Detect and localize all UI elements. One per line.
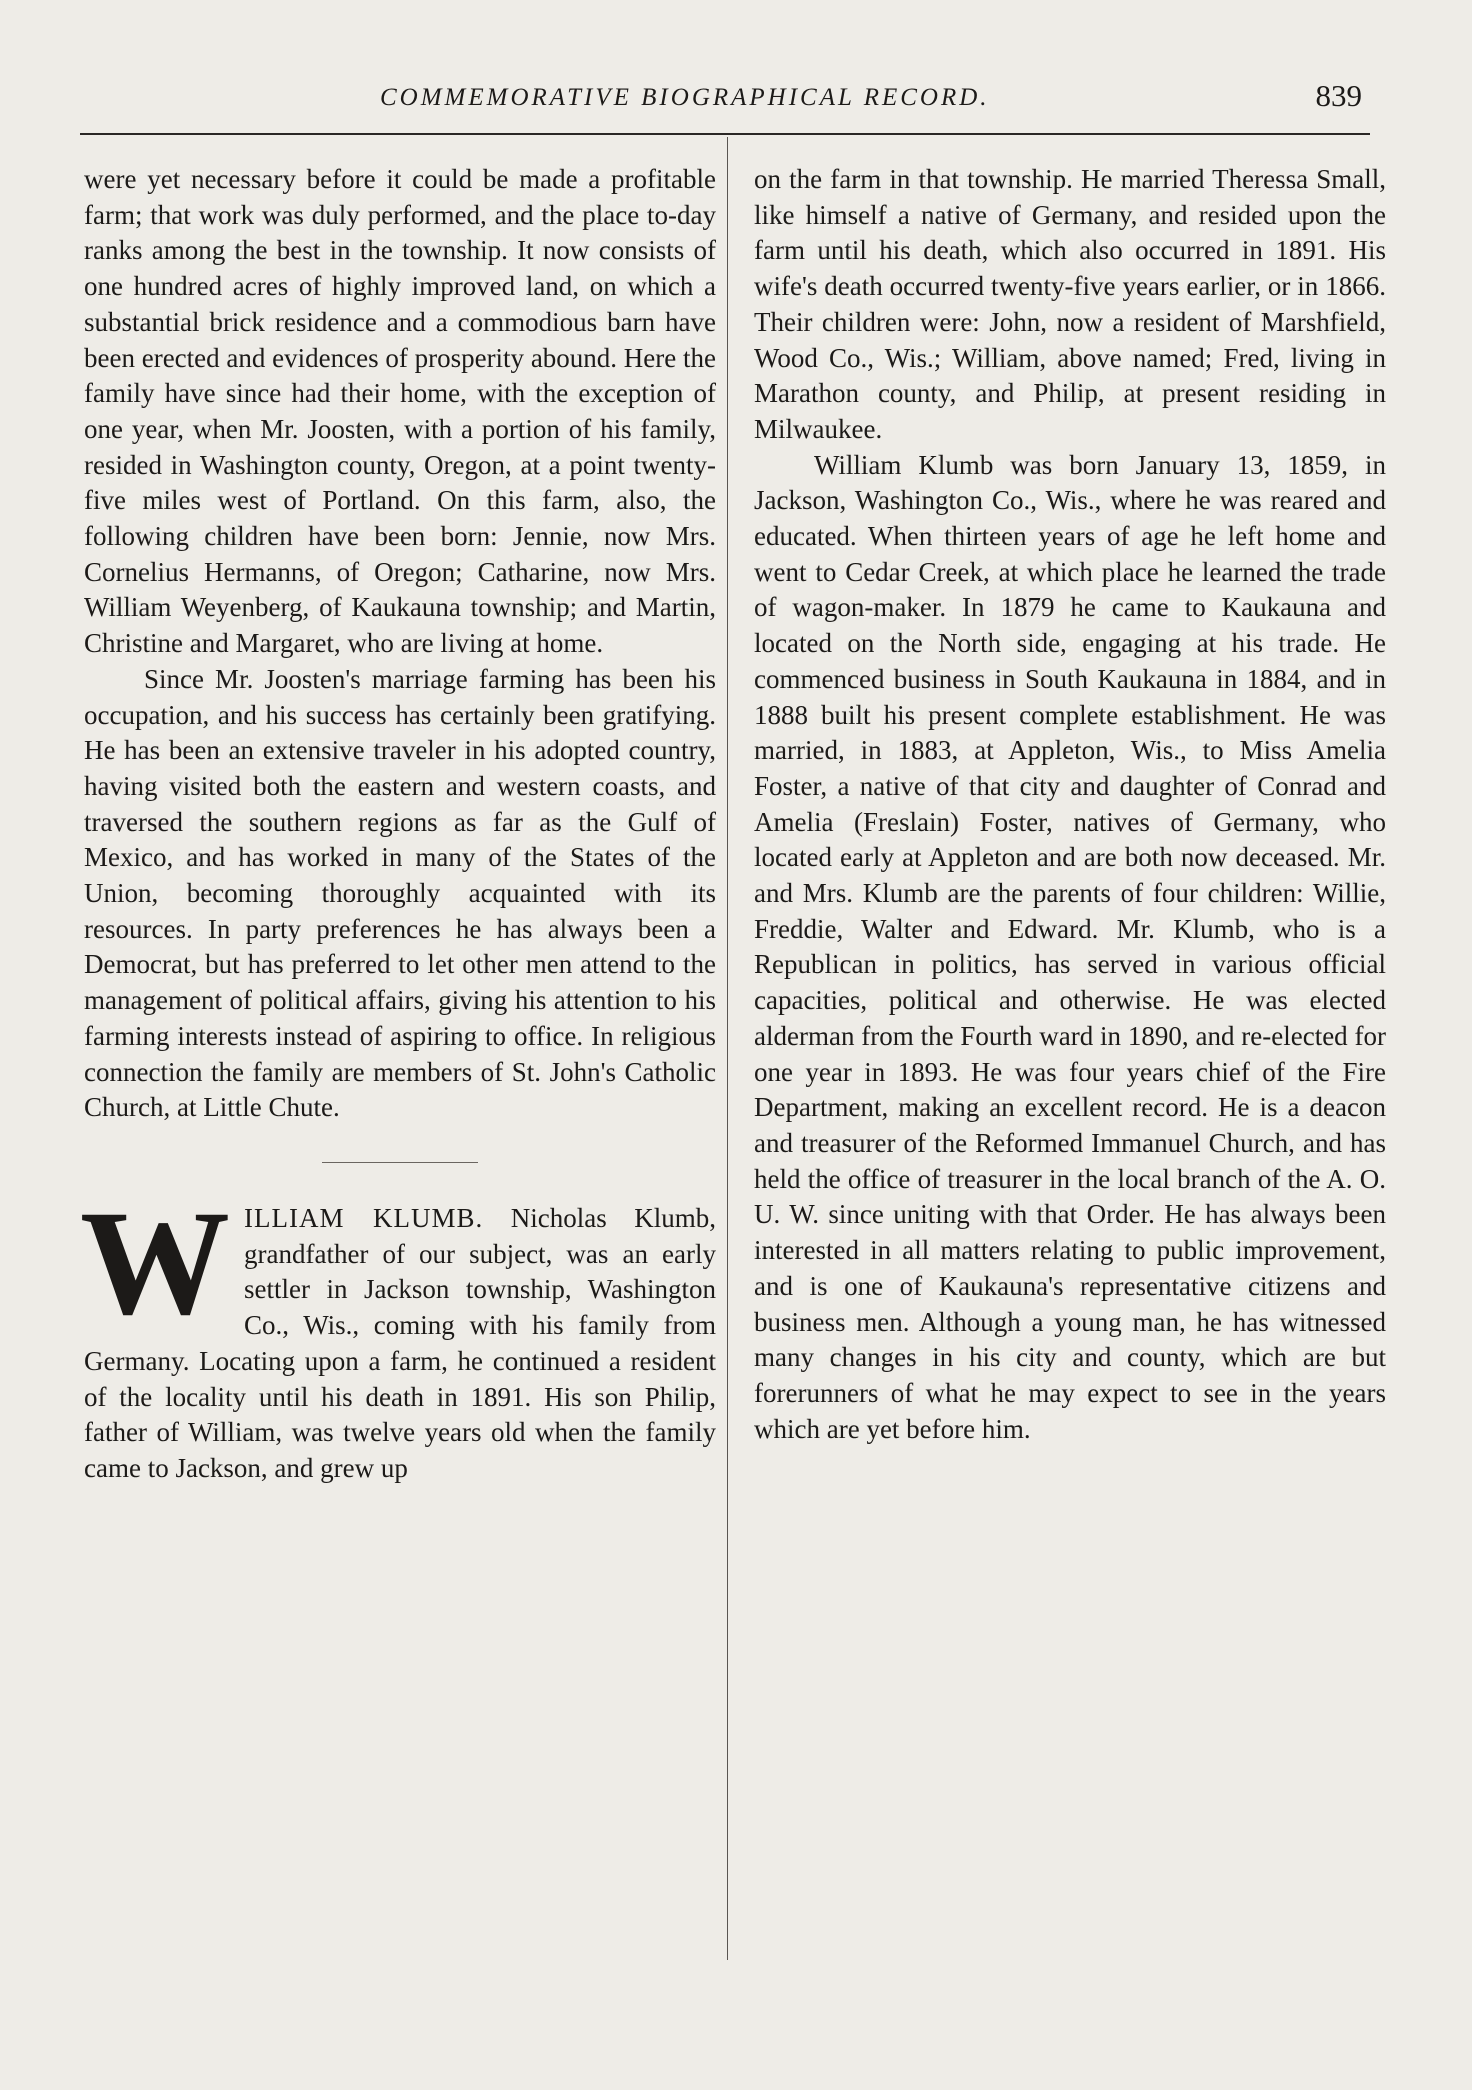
subject-name: ILLIAM KLUMB. bbox=[244, 1202, 484, 1233]
paragraph-klumb-intro bbox=[80, 1179, 717, 1487]
section-divider bbox=[322, 1162, 478, 1163]
paragraph-william-klumb-bio: William Klumb was born January 13, 1859, in Jackson, Washington Co., Wis., where he was reared and educated. When thirteen years of age he left home and went to Cedar Creek, at which place he learned the trade of wagon-maker. In 1879 he came to Kaukauna and located on the North side, engaging at his trade. He commenced business in South Kaukauna in 1884, and in 1888 built his present complete establishment. He was married, in 1883, at Appleton, Wis., to Miss Amelia Foster, a native of that city and daughter of Conrad and Amelia (Freslain) Foster, natives of Germany, who located early at Appleton and are both now deceased. Mr. and Mrs. Klumb are the parents of four children: Willie, Freddie, Walter and Edward. Mr. Klumb, who is a Republican in politics, has served in various official capacities, political and otherwise. He was elected alderman from the Fourth ward in 1890, and re-elected for one year in 1893. He was four years chief of the Fire Department, making an excellent record. He is a deacon and treasurer of the Reformed Immanuel Church, and has held the office of treasurer in the local branch of the A. O. U. W. since uniting with that Order. He has always been interested in all matters relating to public improvement, and is one of Kaukauna's representative citizens and business men. Although a young man, he has witnessed many changes in his city and county, which are but forerunners of what he may expect to see in the years which are yet before him. bbox=[754, 449, 1386, 1444]
page-header bbox=[80, 78, 1370, 130]
running-title: COMMEMORATIVE BIOGRAPHICAL RECORD. bbox=[380, 84, 990, 111]
dropcap-initial: W bbox=[80, 1179, 230, 1346]
header-rule bbox=[80, 133, 1370, 135]
page-number: 839 bbox=[1315, 78, 1362, 113]
paragraph-joosten-farm: were yet necessary before it could be made a profitable farm; that work was duly performed, and the place to-day ranks among the best in the township. It now consists of one hundred acres of highly improved land, on which a substantial brick residence and a commodious barn have been erected and evidences of prosperity abound. Here the family have since had their home, with the exception of one year, when Mr. Joosten, with a portion of his family, resided in Washington county, Oregon, at a point twenty-five miles west of Portland. On this farm, also, the following children have been born: Jennie, now Mrs. Cornelius Hermanns, of Oregon; Catharine, now Mrs. William Weyenberg, of Kaukauna township; and Martin, Christine and Margaret, who are living at home. bbox=[84, 164, 716, 659]
paragraph-klumb-ancestry: Nicholas Klumb, grandfather of our subject, was an early settler in Jackson township, Washington Co., Wis., coming with his family from Germany. Locating upon a farm, he continued a resident of the locality until his death in 1891. His son Philip, father of William, was twelve years old when the family came to Jackson, and grew up bbox=[84, 1202, 717, 1483]
left-column bbox=[80, 162, 717, 1487]
column-divider bbox=[727, 137, 728, 1960]
paragraph-klumb-family: on the farm in that township. He married Theressa Small, like himself a native of Germany, and resided upon the farm until his death, which also occurred in 1891. His wife's death occurred twenty-five years earlier, or in 1866. Their children were: John, now a resident of Marshfield, Wood Co., Wis.; William, above named; Fred, living in Marathon county, and Philip, at present residing in Milwaukee. bbox=[754, 164, 1386, 444]
right-column bbox=[754, 162, 1386, 1447]
paragraph-joosten-occupation: Since Mr. Joosten's marriage farming has been his occupation, and his success has certainly been gratifying. He has been an extensive traveler in his adopted country, having visited both the eastern and western coasts, and traversed the southern regions as far as the Gulf of Mexico, and has worked in many of the States of the Union, becoming thoroughly acquainted with its resources. In party preferences he has always been a Democrat, but has preferred to let other men attend to the management of political affairs, giving his attention to his farming interests instead of aspiring to office. In religious connection the family are members of St. John's Catholic Church, at Little Chute. bbox=[84, 663, 716, 1123]
